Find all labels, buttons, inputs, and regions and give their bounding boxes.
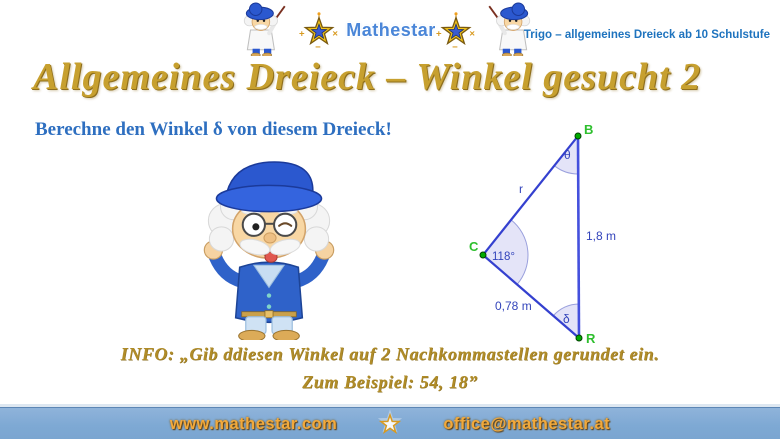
- footer-email: office@mathestar.at: [443, 414, 611, 433]
- side-b-r: [578, 136, 579, 338]
- vertex-dot-c: [480, 252, 486, 258]
- task-prompt: Berechne den Winkel δ von diesem Dreieck!: [35, 119, 392, 140]
- star-times-symbol: ×: [469, 28, 475, 40]
- star-plus-symbol: +: [435, 28, 442, 40]
- angle-label-delta: δ: [563, 312, 570, 326]
- side-label-r: r: [519, 182, 523, 196]
- page-title: Allgemeines Dreieck – Winkel gesucht 2: [33, 56, 702, 98]
- logo-text: Mathestar: [346, 20, 436, 40]
- star-minus-symbol: −: [315, 42, 321, 52]
- info-instruction-line2: Zum Beispiel: 54, 18”: [302, 372, 478, 392]
- vertex-label-r: R: [586, 331, 596, 346]
- angle-label-118: 118°: [492, 251, 515, 263]
- star-plus-symbol: +: [298, 28, 305, 40]
- professor-wizard-left-icon: [240, 2, 288, 56]
- vertex-dot-r: [576, 335, 582, 341]
- footer-bar: [0, 407, 780, 439]
- triangle-diagram: [455, 110, 775, 355]
- angle-label-theta: θ: [564, 148, 571, 162]
- star-times-symbol: ×: [332, 28, 338, 40]
- side-label-0-78m: 0,78 m: [495, 299, 532, 313]
- mathestar-star-logo-left-icon: [296, 10, 342, 52]
- footer-star-icon: [377, 411, 403, 437]
- info-instruction-line1: INFO: „Gib ddiesen Winkel auf 2 Nachkommastellen gerundet ein.: [120, 344, 660, 364]
- professor-cartoon-image: [183, 148, 355, 340]
- vertex-label-c: C: [469, 239, 479, 254]
- course-tagline: Trigo – allgemeines Dreieck ab 10 Schulstufe: [523, 29, 770, 41]
- vertex-label-b: B: [584, 122, 594, 137]
- vertex-dot-b: [575, 133, 581, 139]
- star-minus-symbol: −: [452, 42, 458, 52]
- mathestar-star-logo-right-icon: [433, 10, 479, 52]
- footer-website: www.mathestar.com: [169, 414, 338, 433]
- side-label-1-8m: 1,8 m: [586, 229, 617, 243]
